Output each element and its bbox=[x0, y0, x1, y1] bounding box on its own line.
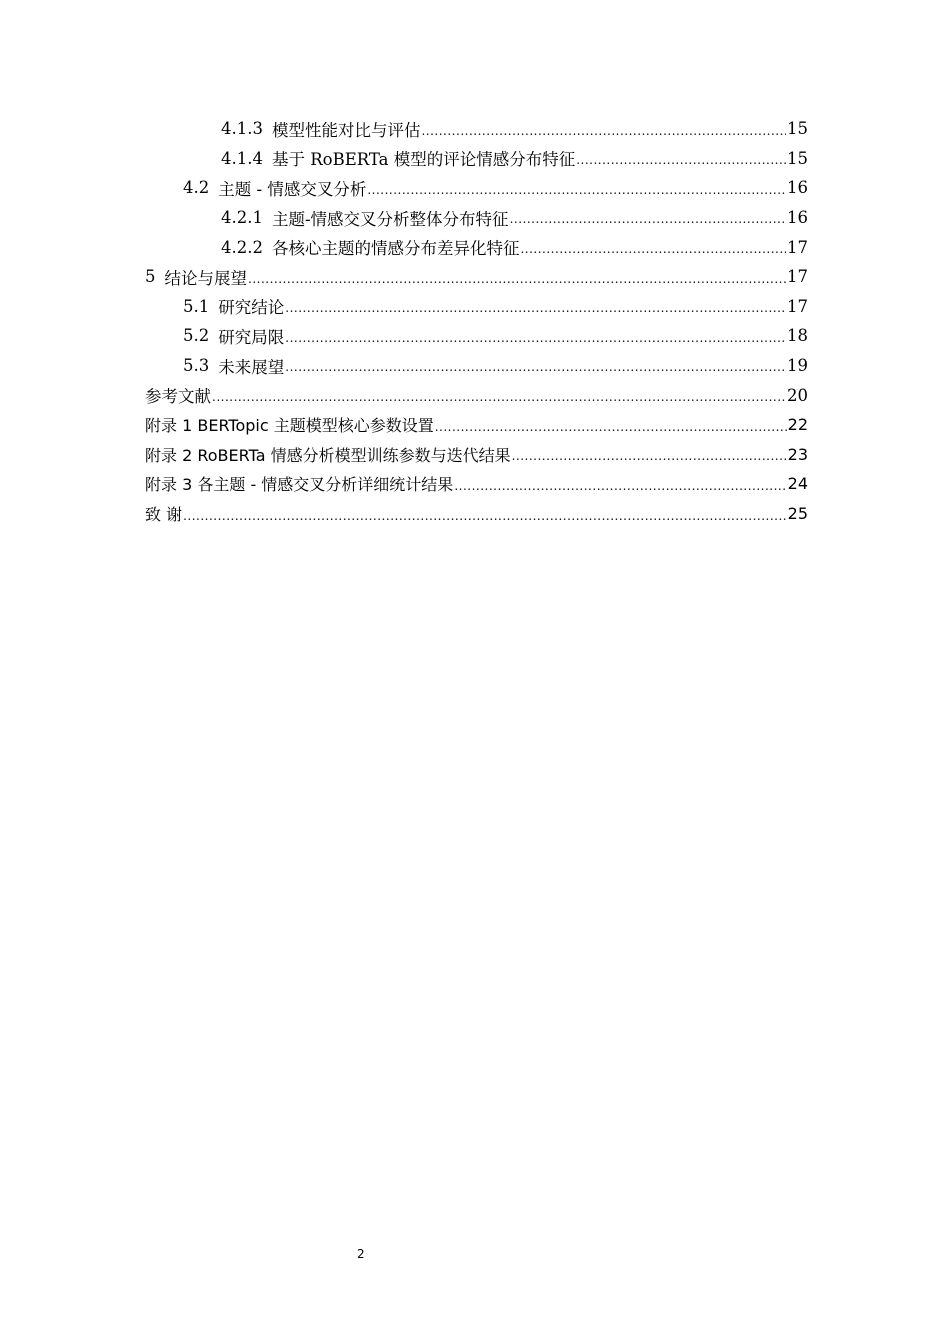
toc-entry-title: 研究局限 bbox=[218, 327, 285, 347]
toc-entry-title: 附录 2 RoBERTa 情感分析模型训练参数与迭代结果 bbox=[145, 445, 511, 465]
toc-entry-page: 15 bbox=[787, 119, 808, 139]
toc-entry-number: 4.2.1 bbox=[221, 208, 263, 228]
toc-dot-leader bbox=[576, 151, 786, 168]
toc-dot-leader bbox=[285, 358, 786, 375]
toc-dot-leader bbox=[183, 507, 787, 523]
toc-entry-page: 24 bbox=[787, 474, 808, 494]
toc-dot-leader bbox=[435, 418, 787, 434]
toc-entry-title: 致 谢 bbox=[145, 505, 183, 525]
toc-entry-number: 5.1 bbox=[183, 296, 210, 316]
toc-dot-leader bbox=[510, 210, 786, 227]
toc-entry[interactable] bbox=[145, 499, 808, 529]
toc-entry[interactable] bbox=[145, 232, 808, 262]
toc-entry-title: 附录 3 各主题 - 情感交叉分析详细统计结果 bbox=[145, 475, 454, 495]
toc-entry[interactable] bbox=[145, 440, 808, 470]
toc-entry-page: 17 bbox=[787, 267, 808, 287]
toc-entry-number: 5 bbox=[145, 267, 156, 287]
toc-entry[interactable] bbox=[145, 292, 808, 322]
toc-entry-page: 15 bbox=[787, 148, 808, 168]
toc-entry-title: 基于 RoBERTa 模型的评论情感分布特征 bbox=[271, 150, 576, 170]
toc-entry-page: 16 bbox=[787, 178, 808, 198]
toc-entry[interactable] bbox=[145, 410, 808, 440]
toc-dot-leader bbox=[421, 122, 786, 139]
toc-entry-title: 模型性能对比与评估 bbox=[271, 120, 421, 140]
toc-entry-page: 17 bbox=[787, 296, 808, 316]
toc-entry-page: 25 bbox=[787, 504, 808, 524]
toc-dot-leader bbox=[454, 477, 786, 493]
toc-entry[interactable] bbox=[145, 114, 808, 144]
toc-entry[interactable] bbox=[145, 203, 808, 233]
toc-dot-leader bbox=[285, 299, 786, 316]
toc-entry-title: 附录 1 BERTopic 主题模型核心参数设置 bbox=[145, 416, 434, 436]
toc-entry-title: 主题 - 情感交叉分析 bbox=[218, 179, 367, 199]
toc-entry-title: 主题-情感交叉分析整体分布特征 bbox=[271, 209, 509, 229]
page-number: 2 bbox=[357, 1247, 365, 1261]
toc-entry-page: 19 bbox=[787, 356, 808, 376]
toc-entry-number: 4.2 bbox=[183, 178, 210, 198]
toc-dot-leader bbox=[212, 388, 786, 405]
toc-dot-leader bbox=[512, 447, 787, 463]
toc-entry-number: 5.3 bbox=[183, 356, 210, 376]
toc-entry-title: 结论与展望 bbox=[164, 268, 247, 288]
toc-entry-number: 4.2.2 bbox=[221, 237, 263, 257]
toc-entry-title: 未来展望 bbox=[218, 357, 285, 377]
toc-entry[interactable] bbox=[145, 173, 808, 203]
toc-entry-page: 17 bbox=[787, 237, 808, 257]
toc-entry-title: 研究结论 bbox=[218, 298, 285, 318]
toc-entry[interactable] bbox=[145, 144, 808, 174]
toc-entry-page: 20 bbox=[787, 385, 808, 405]
table-of-contents bbox=[145, 114, 808, 528]
toc-entry[interactable] bbox=[145, 351, 808, 381]
toc-entry-number: 4.1.4 bbox=[221, 148, 263, 168]
toc-dot-leader bbox=[367, 181, 786, 198]
toc-entry-page: 23 bbox=[787, 444, 808, 464]
toc-entry-title: 参考文献 bbox=[145, 387, 211, 407]
toc-entry-page: 18 bbox=[787, 326, 808, 346]
toc-entry-page: 16 bbox=[787, 208, 808, 228]
toc-entry[interactable] bbox=[145, 380, 808, 410]
toc-entry-number: 4.1.3 bbox=[221, 119, 263, 139]
toc-entry[interactable] bbox=[145, 469, 808, 499]
toc-entry-title: 各核心主题的情感分布差异化特征 bbox=[271, 239, 520, 259]
toc-entry-page: 22 bbox=[787, 415, 808, 435]
toc-entry-number: 5.2 bbox=[183, 326, 210, 346]
toc-dot-leader bbox=[248, 270, 786, 287]
toc-dot-leader bbox=[285, 329, 786, 346]
toc-entry[interactable] bbox=[145, 262, 808, 292]
toc-dot-leader bbox=[520, 240, 786, 257]
toc-entry[interactable] bbox=[145, 321, 808, 351]
